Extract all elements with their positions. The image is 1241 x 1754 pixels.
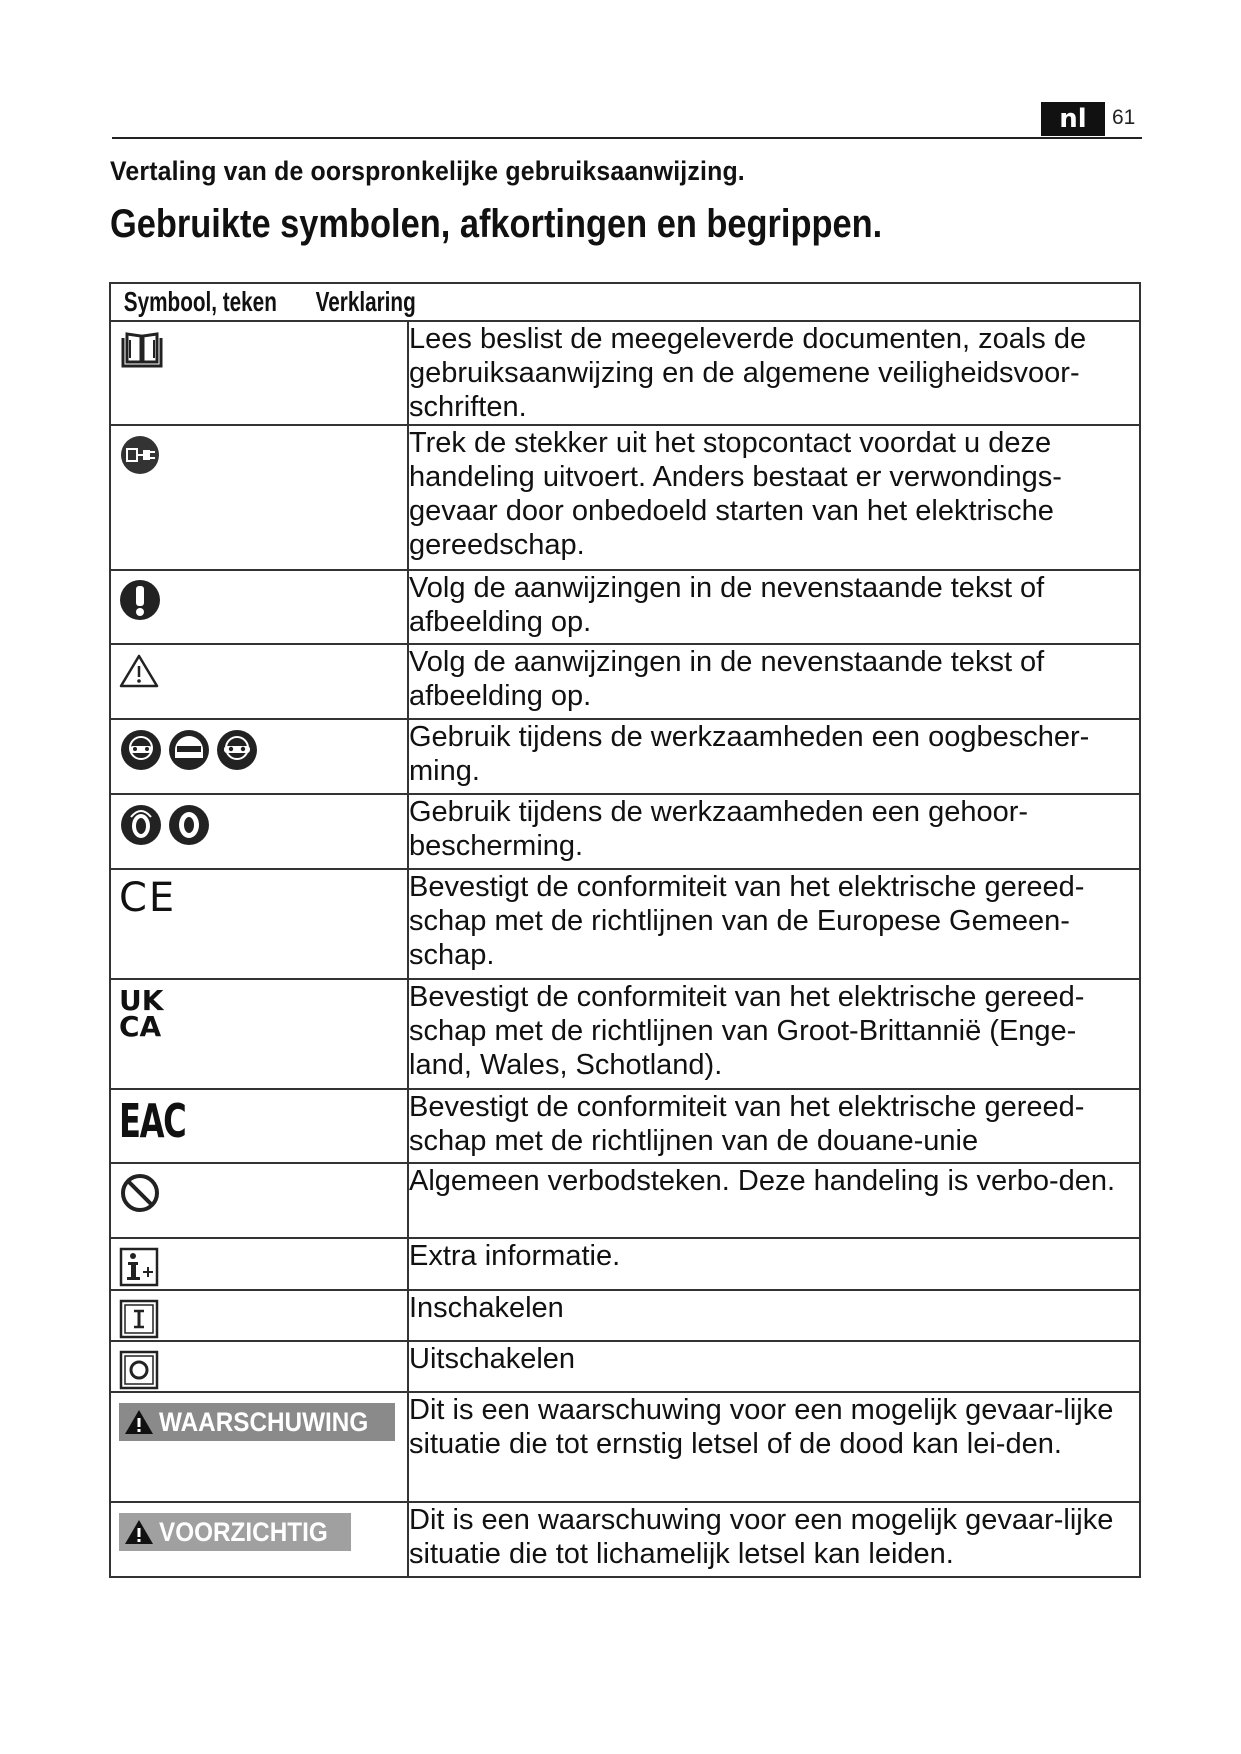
document-subtitle: Vertaling van de oorspronkelijke gebruiksaanwijzing. — [110, 156, 745, 186]
info-plus-icon — [119, 1247, 159, 1287]
header-rule — [112, 137, 1142, 139]
table-row — [110, 321, 1140, 425]
symbol-cell — [110, 1502, 408, 1577]
book-icon — [119, 330, 165, 370]
symbol-cell — [110, 979, 408, 1089]
table-row — [110, 425, 1140, 570]
table-row — [110, 1163, 1140, 1238]
symbol-cell — [110, 794, 408, 869]
ce-mark-icon: CE — [119, 875, 177, 921]
explanation-cell: Gebruik tijdens de werkzaamheden een gehoor-bescherming. — [408, 794, 1140, 869]
symbol-table — [109, 282, 1141, 1578]
table-row — [110, 1290, 1140, 1341]
explanation-cell: Bevestigt de conformiteit van het elektrische gereed-schap met de richtlijnen van de douane-unie — [408, 1089, 1140, 1163]
caution-label-text: VOORZICHTIG — [159, 1517, 328, 1547]
table-row — [110, 1502, 1140, 1577]
ukca-mark-icon — [119, 984, 164, 1043]
table-row — [110, 719, 1140, 794]
page-title: Gebruikte symbolen, afkortingen en begrippen. — [110, 202, 883, 246]
language-badge: nl — [1041, 102, 1105, 136]
explanation-cell: Lees beslist de meegeleverde documenten, zoals de gebruiksaanwijzing en de algemene veiligheidsvoor-schriften. — [408, 321, 1140, 425]
col-symbol-header: Symbool, teken — [123, 286, 277, 317]
eac-mark-icon: EAC — [119, 1094, 186, 1148]
warning-label-icon — [119, 1403, 395, 1441]
col-explanation-header: Verklaring — [315, 286, 416, 317]
explanation-cell: Volg de aanwijzingen in de nevenstaande tekst of afbeelding op. — [408, 644, 1140, 719]
explanation-cell: Gebruik tijdens de werkzaamheden een oogbescher-ming. — [408, 719, 1140, 794]
symbol-cell — [110, 1392, 408, 1502]
explanation-cell: Dit is een waarschuwing voor een mogelijk gevaar-lijke situatie die tot ernstig letsel of de dood kan lei-den. — [408, 1392, 1140, 1502]
explanation-cell: Algemeen verbodsteken. Deze handeling is verbo-den. — [408, 1163, 1140, 1238]
warning-triangle-icon — [123, 1408, 155, 1436]
explanation-cell: Dit is een waarschuwing voor een mogelijk gevaar-lijke situatie die tot lichamelijk letsel kan leiden. — [408, 1502, 1140, 1577]
eye-protection-icons — [119, 728, 259, 772]
symbol-cell — [110, 1290, 408, 1341]
ukca-line-1: UK — [119, 984, 164, 1017]
explanation-cell: Bevestigt de conformiteit van het elektrische gereed-schap met de richtlijnen van Groot-Brittannië (Enge-land, Wales, Schotland). — [408, 979, 1140, 1089]
explanation-cell: Volg de aanwijzingen in de nevenstaande tekst of afbeelding op. — [408, 570, 1140, 644]
caution-label-icon — [119, 1513, 351, 1551]
table-row — [110, 570, 1140, 644]
symbol-cell — [110, 1163, 408, 1238]
symbol-cell — [110, 869, 408, 979]
page-number: 61 — [1112, 106, 1136, 129]
table-row — [110, 1238, 1140, 1290]
explanation-cell: Inschakelen — [408, 1290, 1140, 1341]
warning-triangle-icon — [123, 1518, 155, 1546]
explanation-cell: Bevestigt de conformiteit van het elektrische gereed-schap met de richtlijnen van de Europese Gemeen-schap. — [408, 869, 1140, 979]
prohibition-icon — [119, 1172, 161, 1214]
symbol-cell — [110, 321, 408, 425]
symbol-cell — [110, 1238, 408, 1290]
hearing-protection-icons — [119, 803, 211, 847]
explanation-cell: Uitschakelen — [408, 1341, 1140, 1392]
table-row — [110, 1341, 1140, 1392]
switch-on-icon — [119, 1299, 159, 1339]
symbol-cell — [110, 719, 408, 794]
warning-label-text: WAARSCHUWING — [159, 1407, 369, 1437]
table-row — [110, 644, 1140, 719]
symbol-cell — [110, 1089, 408, 1163]
mandatory-exclamation-icon — [119, 579, 161, 621]
table-row — [110, 869, 1140, 979]
table-header — [110, 283, 1140, 321]
table-row — [110, 1089, 1140, 1163]
symbol-cell — [110, 570, 408, 644]
symbol-cell — [110, 1341, 408, 1392]
symbol-cell — [110, 425, 408, 570]
table-row — [110, 1392, 1140, 1502]
switch-off-icon — [119, 1350, 159, 1390]
explanation-cell: Extra informatie. — [408, 1238, 1140, 1290]
explanation-cell: Trek de stekker uit het stopcontact voordat u deze handeling uitvoert. Anders bestaat er verwondings-gevaar door onbedoeld starten van het elektrische gereedschap. — [408, 425, 1140, 570]
warning-triangle-icon — [119, 653, 159, 689]
symbol-cell — [110, 644, 408, 719]
table-row — [110, 979, 1140, 1089]
table-row — [110, 794, 1140, 869]
ukca-line-2: CA — [119, 1010, 162, 1043]
unplug-icon — [119, 434, 161, 476]
